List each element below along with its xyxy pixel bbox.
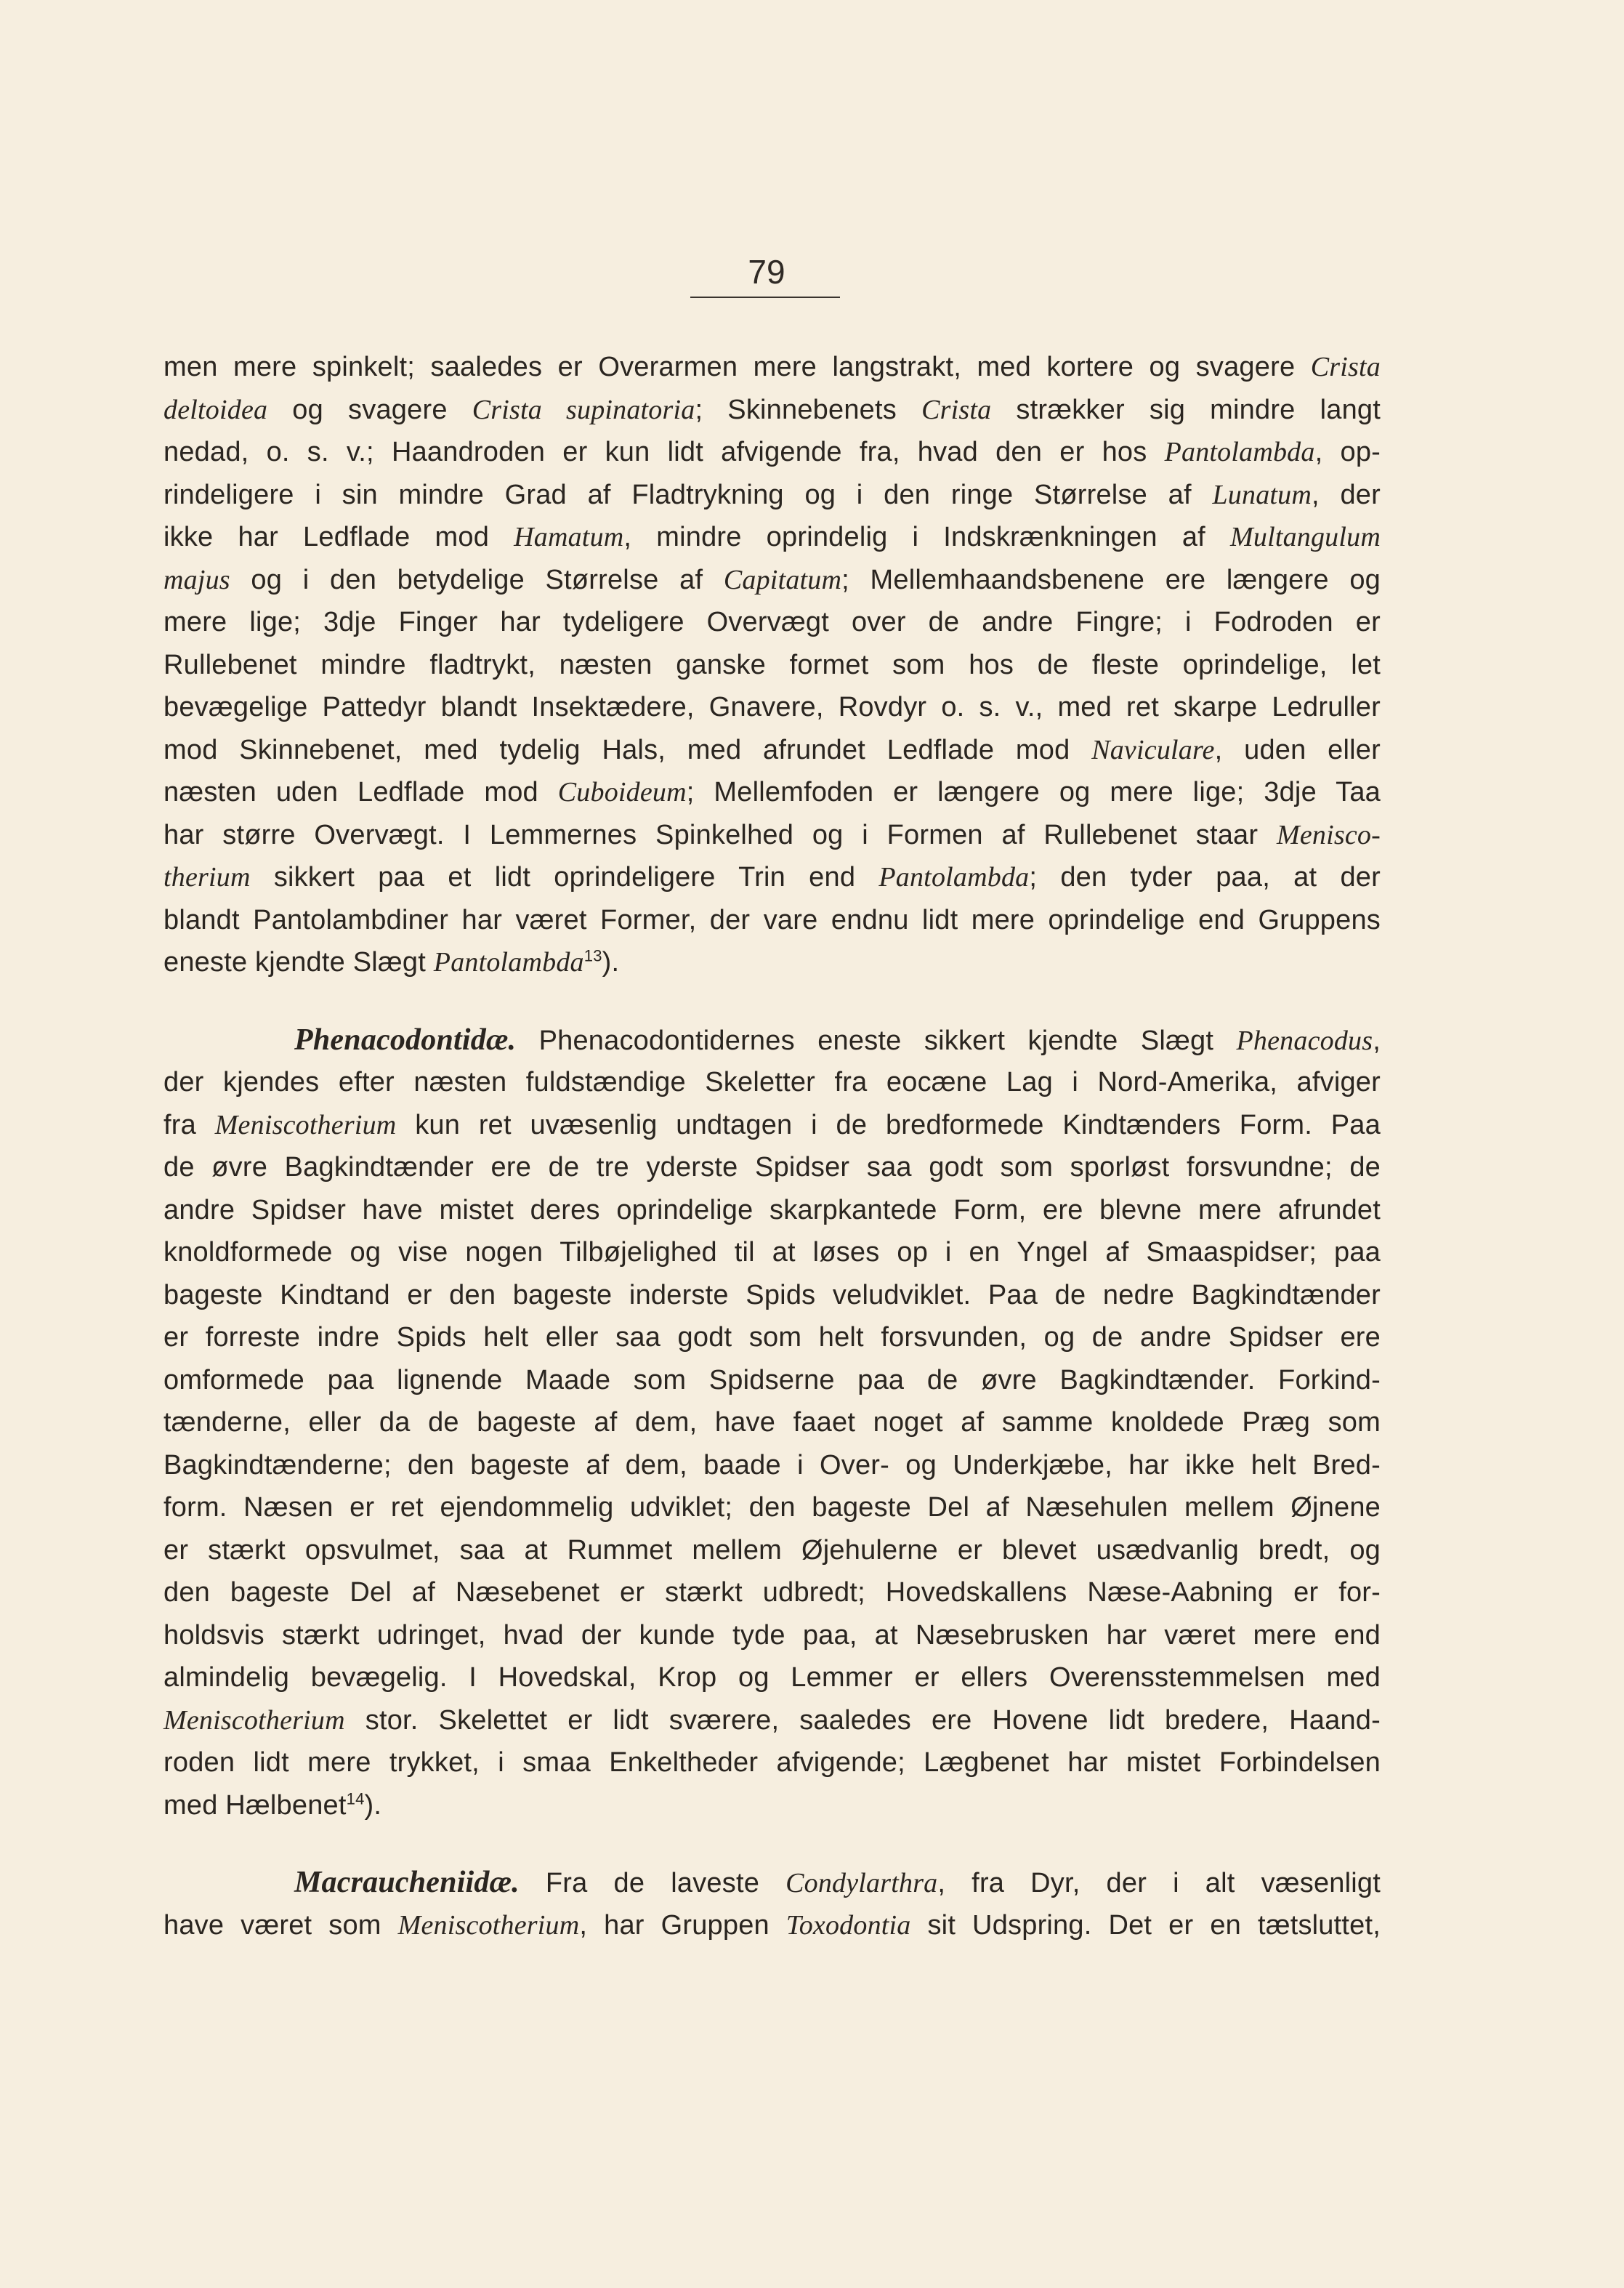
text-run: der kjendes efter næsten fuldstændige Skeletter fra eocæne Lag i Nord-Amerika, afviger <box>163 1067 1381 1097</box>
italic-term: Pantolambda <box>433 947 584 978</box>
text-run: sikkert paa et lidt oprindeligere Trin end <box>250 862 879 893</box>
italic-term: Menisco- <box>1277 819 1381 850</box>
text-line <box>163 1614 1381 1657</box>
text-line <box>163 346 1381 389</box>
section-heading: Phenacodontidæ. <box>294 1023 517 1057</box>
italic-term: Multangulum <box>1230 522 1381 552</box>
text-run: strækker sig mindre langt <box>991 394 1381 425</box>
text-run: bageste Kindtand er den bageste inderste Spids veludviklet. Paa de nedre Bagkindtænder <box>163 1279 1381 1310</box>
text-run: Phenacodontidernes eneste sikkert kjendte Slægt <box>516 1025 1237 1056</box>
text-line <box>163 644 1381 687</box>
text-line <box>163 771 1381 814</box>
text-line <box>163 1274 1381 1317</box>
text-line <box>163 1359 1381 1402</box>
text-line <box>163 1699 1381 1742</box>
text-run: blandt Pantolambdiner har været Former, der vare endnu lidt mere oprindelige end Gruppens <box>163 904 1381 935</box>
italic-term: Capitatum <box>723 564 842 595</box>
text-line <box>163 389 1381 432</box>
italic-term: Meniscotherium <box>397 1909 580 1941</box>
text-line <box>163 1904 1381 1947</box>
text-run: mod Skinnebenet, med tydelig Hals, med afrundet Ledflade mod <box>163 734 1092 765</box>
text-run: den bageste Del af Næsebenet er stærkt udbredt; Hovedskallens Næse-Aabning er for- <box>163 1577 1381 1608</box>
text-run: mere lige; 3dje Finger har tydeligere Overvægt over de andre Fingre; i Fodroden er <box>163 607 1381 637</box>
text-run: ; Skinnebenets <box>695 394 922 425</box>
text-run: Rullebenet mindre fladtrykt, næsten ganske formet som hos de fleste oprindelige, let <box>163 649 1381 680</box>
paragraph-gap <box>163 984 1381 1019</box>
text-run: og svagere <box>267 394 472 425</box>
italic-term: therium <box>163 862 251 893</box>
text-line <box>163 1529 1381 1572</box>
text-line <box>163 1741 1381 1784</box>
body-text <box>163 346 1381 1946</box>
text-run: , op- <box>1314 437 1381 467</box>
text-run: , fra Dyr, der i alt væsenligt <box>937 1868 1381 1898</box>
italic-term: deltoidea <box>163 394 268 425</box>
text-run: omformede paa lignende Maade som Spidserne paa de øvre Bagkindtænder. Forkind- <box>163 1364 1381 1395</box>
text-run: ikke har Ledflade mod <box>163 522 514 552</box>
text-run: ; Mellemfoden er længere og mere lige; 3dje Taa <box>686 777 1381 807</box>
text-line <box>163 1146 1381 1189</box>
text-run: og i den betydelige Størrelse af <box>230 564 724 595</box>
text-run: men mere spinkelt; saaledes er Overarmen mere langstrakt, med kortere og svagere <box>163 352 1311 382</box>
text-run: med Hælbenet <box>163 1789 347 1821</box>
text-run: ). <box>364 1789 382 1821</box>
italic-term: Pantolambda <box>878 862 1030 893</box>
text-run: de øvre Bagkindtænder ere de tre yderste Spidser saa godt som sporløst forsvundne; de <box>163 1152 1381 1183</box>
text-run: holdsvis stærkt udringet, hvad der kunde tyde paa, at Næsebrusken har været mere end <box>163 1619 1381 1651</box>
text-run: sit Udspring. Det er en tætsluttet, <box>910 1909 1381 1941</box>
page-number-rule <box>690 297 840 298</box>
text-run: har større Overvægt. I Lemmernes Spinkelhed og i Formen af Rullebenet staar <box>163 819 1277 850</box>
text-line <box>163 1784 1381 1827</box>
text-line <box>163 941 1381 984</box>
text-line <box>163 686 1381 729</box>
text-line <box>163 814 1381 857</box>
text-run: , der <box>1312 479 1381 510</box>
text-run: , har Gruppen <box>579 1909 786 1941</box>
italic-term: Condylarthra <box>785 1868 938 1898</box>
italic-term: Phenacodus <box>1236 1025 1373 1056</box>
italic-term: Lunatum <box>1212 479 1312 510</box>
text-line <box>163 1019 1381 1062</box>
text-line <box>163 1061 1381 1104</box>
text-run: roden lidt mere trykket, i smaa Enkeltheder afvigende; Lægbenet har mistet Forbindelsen <box>163 1747 1381 1778</box>
text-run: Fra de laveste <box>519 1868 786 1898</box>
text-line <box>163 1316 1381 1359</box>
text-line <box>163 601 1381 644</box>
footnote-ref: 13 <box>583 946 602 965</box>
page-number: 79 <box>748 253 785 291</box>
text-run: nedad, o. s. v.; Haandroden er kun lidt afvigende fra, hvad den er hos <box>163 437 1165 467</box>
text-run: er forreste indre Spids helt eller saa godt som helt forsvunden, og de andre Spidser ere <box>163 1322 1381 1353</box>
text-run: , uden eller <box>1214 734 1381 765</box>
text-line <box>163 1486 1381 1529</box>
text-run: andre Spidser have mistet deres oprindelige skarpkantede Form, ere blevne mere afrundet <box>163 1194 1381 1225</box>
text-line <box>163 1401 1381 1444</box>
text-run: tænderne, eller da de bageste af dem, have faaet noget af samme knoldede Præg som <box>163 1407 1381 1438</box>
italic-term: Crista supinatoria <box>472 394 695 425</box>
text-line <box>163 474 1381 517</box>
italic-term: Pantolambda <box>1164 437 1315 467</box>
text-line <box>163 1861 1381 1904</box>
text-run: , mindre oprindelig i Indskrænkningen af <box>623 522 1231 552</box>
text-run: almindelig bevægelig. I Hovedskal, Krop og Lemmer er ellers Overensstemmelsen med <box>163 1662 1381 1693</box>
italic-term: Crista <box>921 394 992 425</box>
italic-term: Toxodontia <box>785 1909 911 1941</box>
text-run: form. Næsen er ret ejendommelig udviklet; den bageste Del af Næsehulen mellem Øjnene <box>163 1492 1381 1523</box>
text-line <box>163 1656 1381 1699</box>
text-line <box>163 1444 1381 1487</box>
text-line <box>163 516 1381 559</box>
italic-term: Meniscotherium <box>214 1109 397 1140</box>
text-run: knoldformede og vise nogen Tilbøjelighed til at løses op i en Yngel af Smaaspidser; paa <box>163 1237 1381 1268</box>
text-run: bevægelige Pattedyr blandt Insektædere, Gnavere, Rovdyr o. s. v., med ret skarpe Ledruller <box>163 692 1381 722</box>
text-run: ; Mellemhaandsbenene ere længere og <box>841 564 1381 595</box>
text-run: eneste kjendte Slægt <box>163 947 434 978</box>
text-run: ; den tyder paa, at der <box>1029 862 1381 893</box>
text-line <box>163 856 1381 899</box>
text-run: fra <box>163 1109 215 1140</box>
text-line <box>163 899 1381 942</box>
text-run: kun ret uvæsenlig undtagen i de bredformede Kindtænders Form. Paa <box>396 1109 1381 1140</box>
text-run: Bagkindtænderne; den bageste af dem, baade i Over- og Underkjæbe, har ikke helt Bred- <box>163 1449 1381 1481</box>
italic-term: Naviculare <box>1091 734 1215 765</box>
text-line <box>163 1231 1381 1274</box>
text-run: , <box>1373 1025 1381 1056</box>
text-run: rindeligere i sin mindre Grad af Fladtrykning og i den ringe Størrelse af <box>163 479 1213 510</box>
section-heading: Macraucheniidæ. <box>294 1866 520 1899</box>
text-line <box>163 1104 1381 1147</box>
text-run: stor. Skelettet er lidt sværere, saaledes ere Hovene lidt bredere, Haand- <box>344 1704 1381 1736</box>
italic-term: Hamatum <box>514 522 624 552</box>
footnote-ref: 14 <box>346 1789 365 1808</box>
text-run: have været som <box>163 1909 398 1941</box>
italic-term: Cuboideum <box>557 777 687 807</box>
text-run: er stærkt opsvulmet, saa at Rummet mellem Øjehulerne er blevet usædvanlig bredt, og <box>163 1534 1381 1566</box>
italic-term: Crista <box>1310 352 1381 382</box>
text-line <box>163 1189 1381 1232</box>
paragraph-gap <box>163 1826 1381 1861</box>
italic-term: Meniscotherium <box>163 1704 345 1736</box>
text-line <box>163 1571 1381 1614</box>
text-line <box>163 559 1381 602</box>
text-run: næsten uden Ledflade mod <box>163 777 558 807</box>
text-line <box>163 431 1381 474</box>
text-line <box>163 729 1381 772</box>
italic-term: majus <box>163 564 230 595</box>
text-run: ). <box>602 947 620 978</box>
